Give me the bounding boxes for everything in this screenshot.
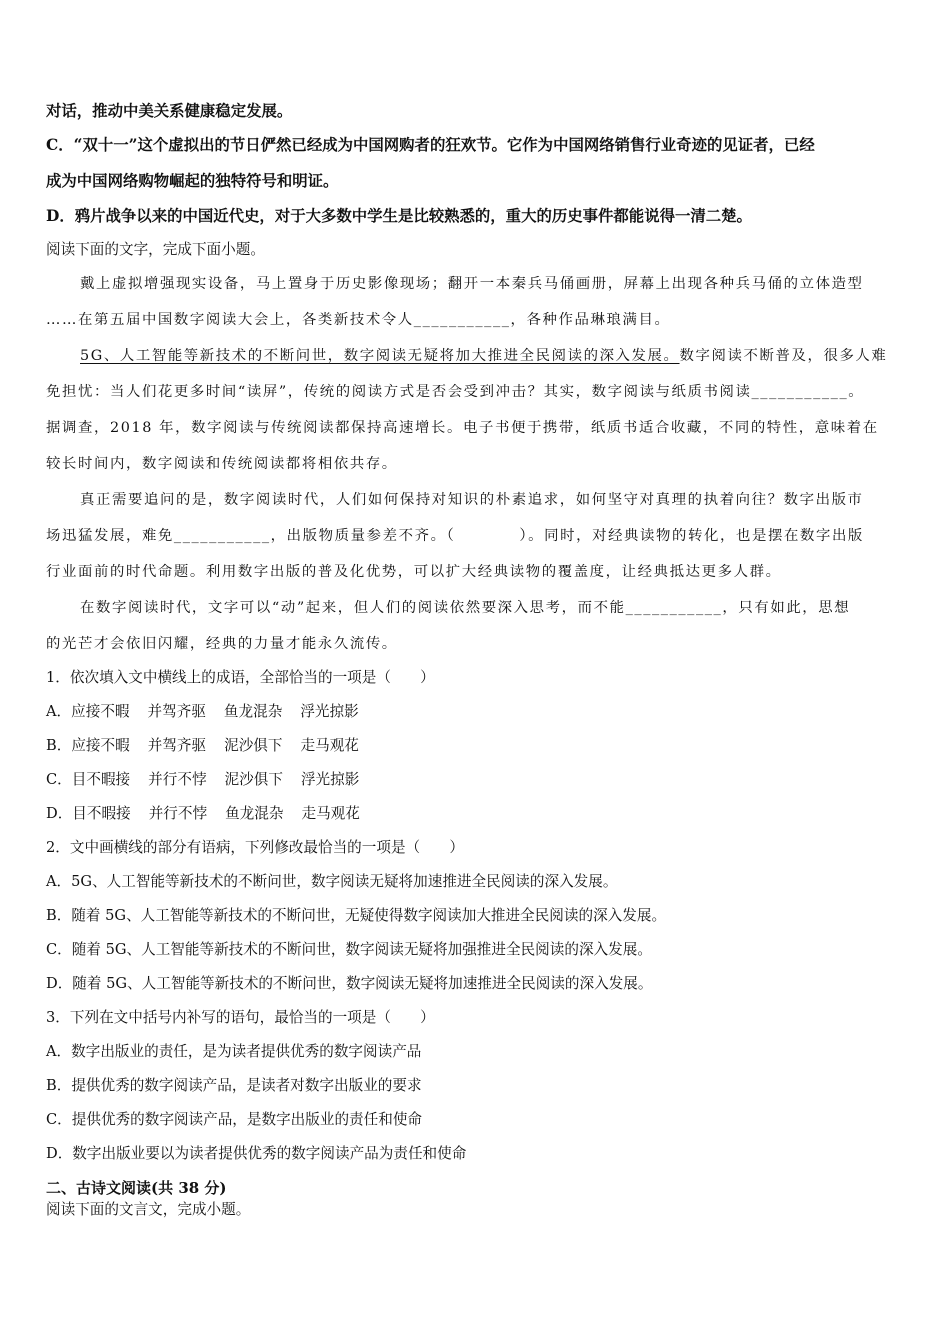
question-1-option-c: C．目不暇接 并行不悖 泥沙俱下 浮光掠影 [46, 771, 360, 788]
passage-p2-line1 [80, 346, 887, 366]
passage-p1-line1: 戴上虚拟增强现实设备，马上置身于历史影像现场；翻开一本秦兵马俑画册，屏幕上出现各种兵马俑的立体造型 [80, 276, 864, 292]
prev-question-tail: 对话，推动中美关系健康稳定发展。 [46, 102, 293, 120]
passage-p2-line3: 据调查，2018 年，数字阅读与传统阅读都保持高速增长。电子书便于携带，纸质书适合收藏，不同的特性，意味着在 [46, 420, 879, 436]
passage-p2-line4: 较长时间内，数字阅读和传统阅读都将相依共存。 [46, 456, 398, 472]
question-2-option-c: C．随着 5G、人工智能等新技术的不断问世，数字阅读无疑将加强推进全民阅读的深入发展。 [46, 941, 652, 958]
question-3-option-a: A．数字出版业的责任，是为读者提供优秀的数字阅读产品 [46, 1043, 422, 1060]
passage-p3-line2: 场迅猛发展，难免___________，出版物质量参差不齐。（ ）。同时，对经典读物的转化，也是摆在数字出版 [46, 528, 864, 544]
question-2-option-a: A．5G、人工智能等新技术的不断问世，数字阅读无疑将加速推进全民阅读的深入发展。 [46, 873, 618, 890]
question-2-option-b: B．随着 5G、人工智能等新技术的不断问世，无疑使得数字阅读加大推进全民阅读的深入发展。 [46, 907, 667, 924]
passage-p4-line1: 在数字阅读时代，文字可以“动”起来，但人们的阅读依然要深入思考，而不能___________，只有如此，思想 [80, 600, 851, 616]
question-1-option-a: A．应接不暇 并驾齐驱 鱼龙混杂 浮光掠影 [46, 703, 359, 720]
passage-p3-line1: 真正需要追问的是，数字阅读时代，人们如何保持对知识的朴素追求，如何坚守对真理的执着向往？数字出版市 [80, 492, 864, 508]
reading-instruction: 阅读下面的文字，完成下面小题。 [46, 241, 265, 258]
prev-option-c-line2: 成为中国网络购物崛起的独特符号和明证。 [46, 172, 339, 190]
section-2-instruction: 阅读下面的文言文，完成小题。 [46, 1201, 251, 1218]
question-3-option-d: D．数字出版业要以为读者提供优秀的数字阅读产品为责任和使命 [46, 1145, 467, 1162]
passage-p4-line2: 的光芒才会依旧闪耀，经典的力量才能永久流传。 [46, 636, 398, 652]
passage-p3-line3: 行业面前的时代命题。利用数字出版的普及化优势，可以扩大经典读物的覆盖度，让经典抵达更多人群。 [46, 564, 782, 580]
question-1-option-d: D．目不暇接 并行不悖 鱼龙混杂 走马观花 [46, 805, 360, 822]
question-3-stem: 3．下列在文中括号内补写的语句，最恰当的一项是（ ） [46, 1009, 435, 1026]
prev-option-c-line1: C．“双十一”这个虚拟出的节日俨然已经成为中国网购者的狂欢节。它作为中国网络销售行业奇迹的见证者，已经 [46, 136, 815, 154]
question-3-option-c: C．提供优秀的数字阅读产品，是数字出版业的责任和使命 [46, 1111, 423, 1128]
underlined-sentence: 5G、人工智能等新技术的不断问世，数字阅读无疑将加大推进全民阅读的深入发展。 [80, 348, 680, 364]
passage-p2-line1-rest: 数字阅读不断普及，很多人难 [679, 348, 888, 364]
passage-p2-line2: 免担忧：当人们花更多时间“读屏”，传统的阅读方式是否会受到冲击？其实，数字阅读与纸质书阅读___________。 [46, 384, 865, 400]
question-2-option-d: D．随着 5G、人工智能等新技术的不断问世，数字阅读无疑将加速推进全民阅读的深入发展。 [46, 975, 653, 992]
prev-option-d: D．鸦片战争以来的中国近代史，对于大多数中学生是比较熟悉的，重大的历史事件都能说得一清二楚。 [46, 207, 752, 225]
passage-p1-line2: ……在第五届中国数字阅读大会上，各类新技术令人___________，各种作品琳琅满目。 [46, 312, 671, 328]
question-3-option-b: B．提供优秀的数字阅读产品，是读者对数字出版业的要求 [46, 1077, 422, 1094]
section-2-title: 二、古诗文阅读(共 38 分) [46, 1179, 227, 1197]
question-1-option-b: B．应接不暇 并驾齐驱 泥沙俱下 走马观花 [46, 737, 359, 754]
question-1-stem: 1．依次填入文中横线上的成语，全部恰当的一项是（ ） [46, 669, 435, 686]
question-2-stem: 2．文中画横线的部分有语病，下列修改最恰当的一项是（ ） [46, 839, 464, 856]
